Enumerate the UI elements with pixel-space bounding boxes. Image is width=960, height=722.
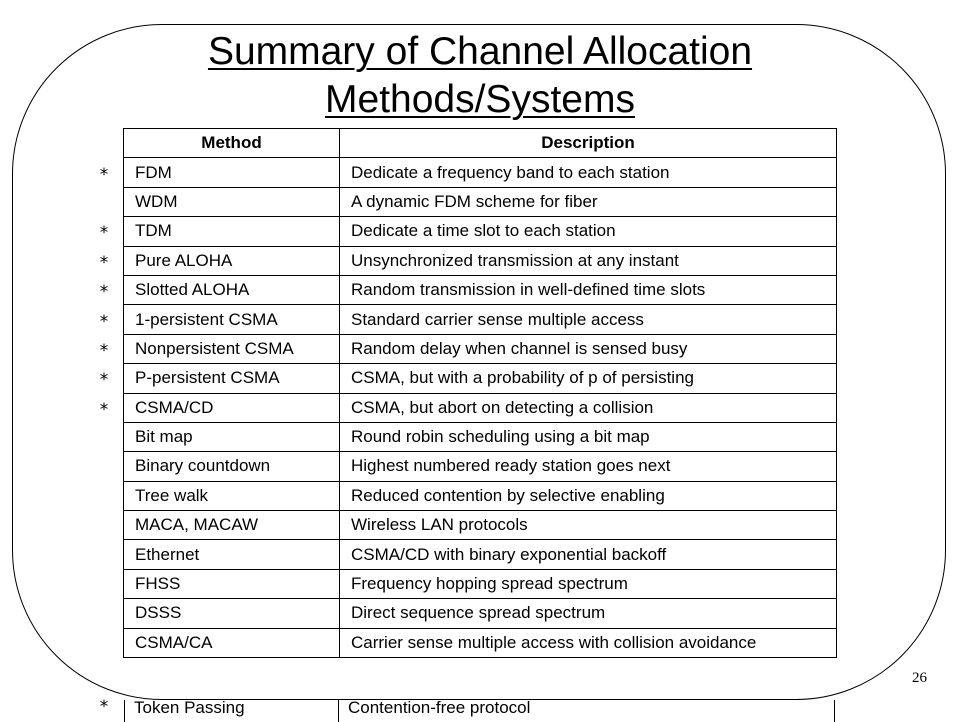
extra-row-method: Token Passing xyxy=(134,698,245,717)
method-cell: Tree walk xyxy=(124,481,340,510)
row-marker: * xyxy=(99,164,109,185)
description-cell: Unsynchronized transmission at any instant xyxy=(340,246,837,275)
description-cell: Dedicate a time slot to each station xyxy=(340,217,837,246)
table-row xyxy=(124,569,837,598)
table-row xyxy=(124,393,837,422)
description-cell: Carrier sense multiple access with collision avoidance xyxy=(340,628,837,657)
method-cell: DSSS xyxy=(124,599,340,628)
title-line-2: Methods/Systems xyxy=(325,78,635,121)
row-marker: * xyxy=(99,282,109,303)
description-cell: CSMA, but abort on detecting a collision xyxy=(340,393,837,422)
header-description: Description xyxy=(340,129,837,158)
method-cell: Ethernet xyxy=(124,540,340,569)
description-cell: CSMA/CD with binary exponential backoff xyxy=(340,540,837,569)
row-marker: * xyxy=(99,340,109,361)
slide-title xyxy=(0,28,960,124)
table-row xyxy=(124,452,837,481)
method-cell: Slotted ALOHA xyxy=(124,275,340,304)
description-cell: Random delay when channel is sensed busy xyxy=(340,334,837,363)
method-cell: Binary countdown xyxy=(124,452,340,481)
description-cell: CSMA, but with a probability of p of persisting xyxy=(340,364,837,393)
table-row xyxy=(124,364,837,393)
method-cell: Pure ALOHA xyxy=(124,246,340,275)
row-marker: * xyxy=(99,223,109,244)
method-cell: Nonpersistent CSMA xyxy=(124,334,340,363)
table-row xyxy=(124,334,837,363)
extra-row xyxy=(0,696,960,720)
table-row xyxy=(124,158,837,187)
description-cell: Round robin scheduling using a bit map xyxy=(340,422,837,451)
description-cell: Highest numbered ready station goes next xyxy=(340,452,837,481)
table-row xyxy=(124,422,837,451)
header-method: Method xyxy=(124,129,340,158)
method-cell: 1-persistent CSMA xyxy=(124,305,340,334)
row-marker: * xyxy=(99,697,109,717)
description-cell: Direct sequence spread spectrum xyxy=(340,599,837,628)
table-row xyxy=(124,511,837,540)
table-row xyxy=(124,628,837,657)
table-row xyxy=(124,187,837,216)
method-cell: FDM xyxy=(124,158,340,187)
description-cell: Frequency hopping spread spectrum xyxy=(340,569,837,598)
table-row xyxy=(124,599,837,628)
table-row xyxy=(124,246,837,275)
description-cell: Dedicate a frequency band to each station xyxy=(340,158,837,187)
method-cell: WDM xyxy=(124,187,340,216)
row-marker: * xyxy=(99,399,109,420)
description-cell: Random transmission in well-defined time slots xyxy=(340,275,837,304)
method-cell: FHSS xyxy=(124,569,340,598)
page-number: 26 xyxy=(912,670,927,686)
row-marker: * xyxy=(99,311,109,332)
table-row xyxy=(124,305,837,334)
table-row xyxy=(124,481,837,510)
cell-divider xyxy=(124,700,125,722)
table-body xyxy=(124,158,837,658)
table-row xyxy=(124,540,837,569)
description-cell: Standard carrier sense multiple access xyxy=(340,305,837,334)
methods-table xyxy=(123,128,837,658)
description-cell: A dynamic FDM scheme for fiber xyxy=(340,187,837,216)
row-marker: * xyxy=(99,370,109,391)
description-cell: Reduced contention by selective enabling xyxy=(340,481,837,510)
table-row xyxy=(124,275,837,304)
description-cell: Wireless LAN protocols xyxy=(340,511,837,540)
method-cell: Bit map xyxy=(124,422,340,451)
table-header-row xyxy=(124,129,837,158)
cell-divider xyxy=(338,700,339,722)
extra-row-description: Contention-free protocol xyxy=(348,698,531,717)
method-cell: MACA, MACAW xyxy=(124,511,340,540)
table-row xyxy=(124,217,837,246)
method-cell: P-persistent CSMA xyxy=(124,364,340,393)
row-marker: * xyxy=(99,252,109,273)
method-cell: TDM xyxy=(124,217,340,246)
title-line-1: Summary of Channel Allocation xyxy=(207,30,753,73)
cell-divider xyxy=(834,700,835,722)
method-cell: CSMA/CD xyxy=(124,393,340,422)
method-cell: CSMA/CA xyxy=(124,628,340,657)
